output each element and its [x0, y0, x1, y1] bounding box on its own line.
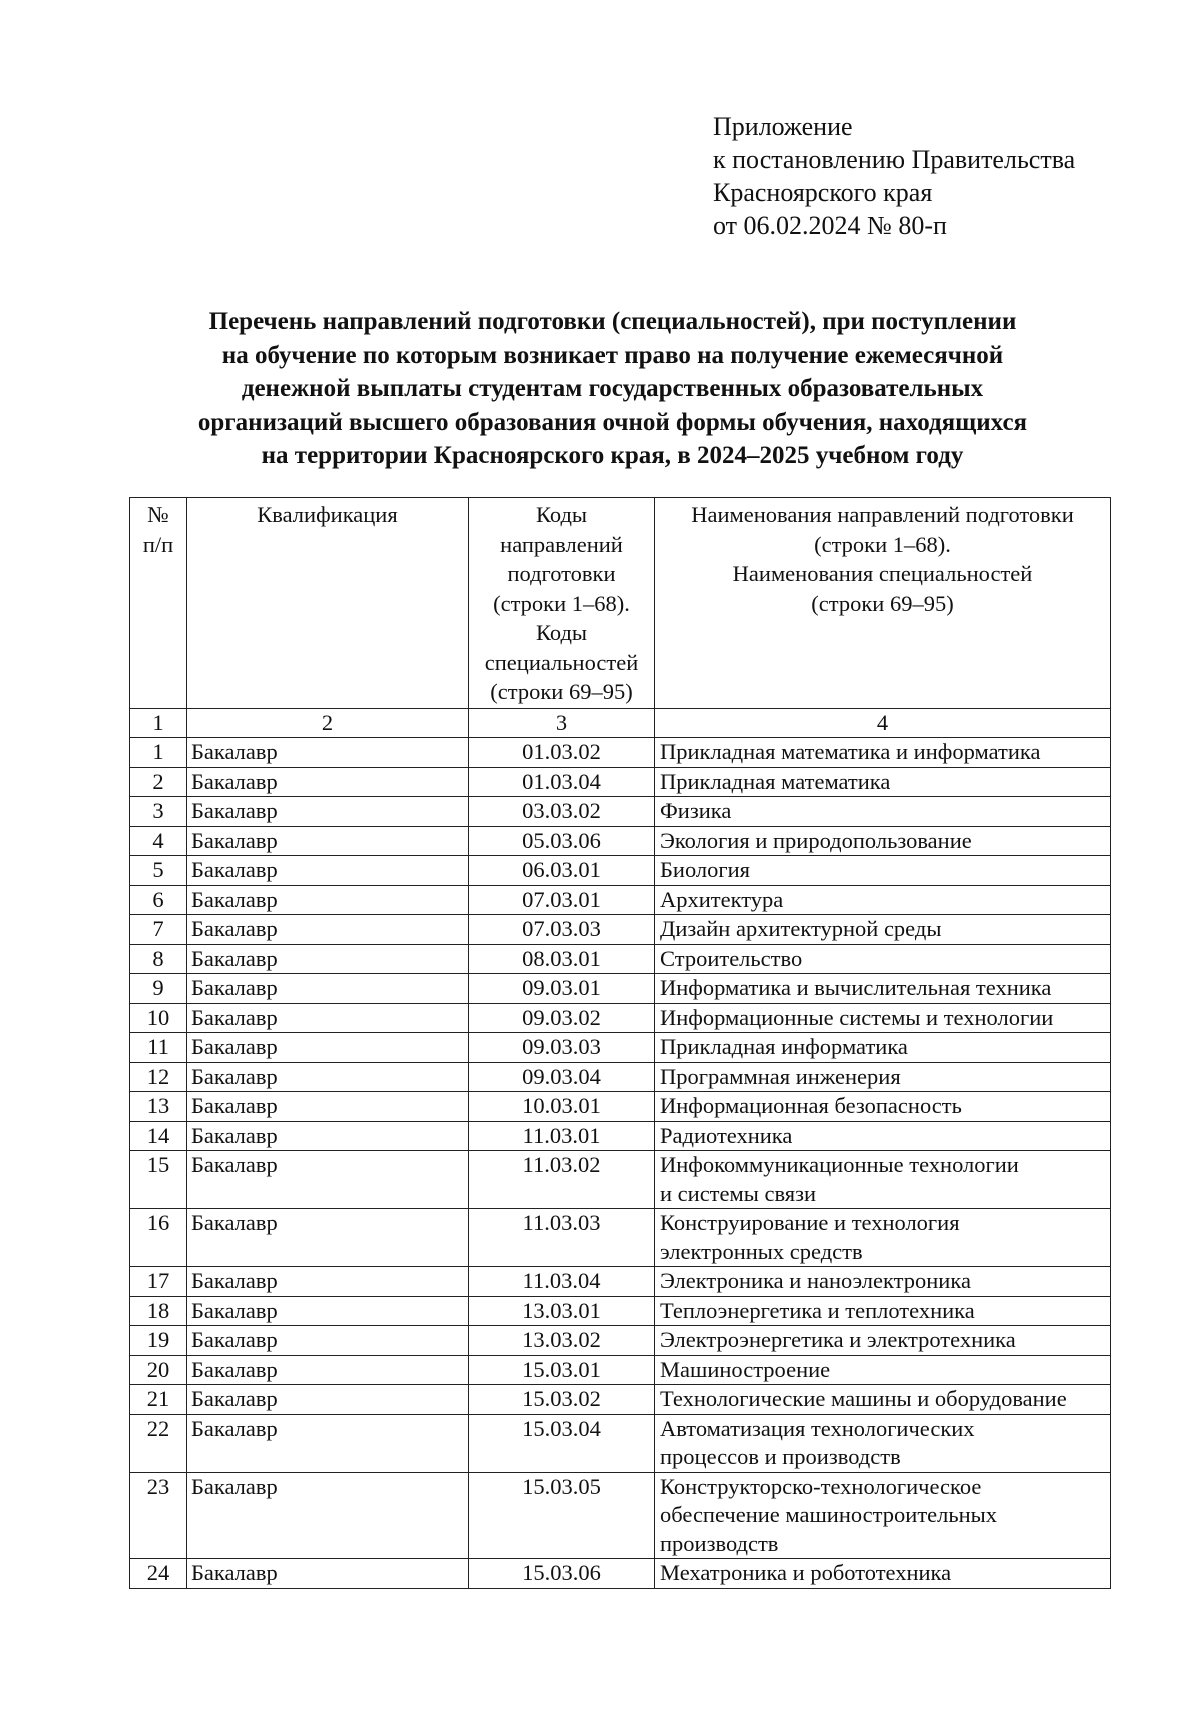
row-name-line: Автоматизация технологических [660, 1415, 975, 1441]
row-name-line: Прикладная информатика [660, 1034, 908, 1059]
row-qualification: Бакалавр [187, 797, 469, 827]
row-qualification: Бакалавр [187, 974, 469, 1004]
row-number: 5 [130, 856, 187, 886]
row-name-line: Технологические машины и оборудование [660, 1386, 1067, 1411]
row-number: 15 [130, 1151, 187, 1209]
row-number: 14 [130, 1121, 187, 1151]
row-qualification: Бакалавр [187, 944, 469, 974]
row-name-line: Биология [660, 857, 751, 882]
table-row [130, 1559, 1111, 1589]
column-number: 4 [655, 708, 1111, 738]
row-qualification: Бакалавр [187, 738, 469, 768]
table-row [130, 944, 1111, 974]
row-name-line: Прикладная математика и информатика [660, 739, 1041, 764]
title-line: на территории Красноярского края, в 2024–2025 учебном году [261, 442, 964, 469]
attachment-line: к постановлению Правительства [713, 145, 1076, 174]
row-name [655, 885, 1111, 915]
row-code: 08.03.01 [469, 944, 655, 974]
header-line: (строки 1–68). [814, 531, 951, 557]
header-codes [469, 498, 655, 709]
row-name [655, 1326, 1111, 1356]
title-line: денежной выплаты студентам государственных образовательных [241, 375, 984, 402]
header-line: (строки 69–95) [490, 679, 633, 704]
row-number: 17 [130, 1267, 187, 1297]
row-qualification: Бакалавр [187, 885, 469, 915]
row-name [655, 1151, 1111, 1209]
row-name-line: Электроэнергетика и электротехника [660, 1327, 1016, 1352]
table-row [130, 1355, 1111, 1385]
row-code: 15.03.02 [469, 1385, 655, 1415]
row-name-line: Программная инженерия [660, 1063, 901, 1089]
row-code: 07.03.03 [469, 915, 655, 945]
table-row [130, 885, 1111, 915]
row-number: 24 [130, 1559, 187, 1589]
header-qualification [187, 498, 469, 709]
programs-table [129, 497, 1111, 1589]
row-code: 11.03.03 [469, 1209, 655, 1267]
title-line: организаций высшего образования очной формы обучения, находящихся [197, 408, 1028, 436]
row-name [655, 1385, 1111, 1415]
row-code: 05.03.06 [469, 826, 655, 856]
row-number: 6 [130, 885, 187, 915]
table-row [130, 1033, 1111, 1063]
row-name-line: и системы связи [660, 1180, 817, 1206]
row-qualification: Бакалавр [187, 1414, 469, 1472]
row-name-line: Дизайн архитектурной среды [660, 916, 942, 941]
row-code: 10.03.01 [469, 1092, 655, 1122]
table-row [130, 1003, 1111, 1033]
row-qualification: Бакалавр [187, 856, 469, 886]
row-name-line: Экология и природопользование [660, 827, 972, 853]
table-row [130, 1472, 1111, 1559]
row-name [655, 1121, 1111, 1151]
table-row [130, 1092, 1111, 1122]
row-name [655, 1092, 1111, 1122]
row-name [655, 1296, 1111, 1326]
row-number: 10 [130, 1003, 187, 1033]
row-name-line: электронных средств [660, 1238, 863, 1264]
row-name [655, 1209, 1111, 1267]
row-code: 15.03.04 [469, 1414, 655, 1472]
row-name [655, 767, 1111, 797]
row-name [655, 826, 1111, 856]
row-name-line: Информационные системы и технологии [660, 1004, 1054, 1030]
row-number: 4 [130, 826, 187, 856]
row-qualification: Бакалавр [187, 826, 469, 856]
row-code: 11.03.02 [469, 1151, 655, 1209]
row-number: 11 [130, 1033, 187, 1063]
row-name [655, 1062, 1111, 1092]
row-number: 19 [130, 1326, 187, 1356]
table-row [130, 1151, 1111, 1209]
row-qualification: Бакалавр [187, 1062, 469, 1092]
row-qualification: Бакалавр [187, 1296, 469, 1326]
row-number: 9 [130, 974, 187, 1004]
row-name [655, 915, 1111, 945]
row-name [655, 1267, 1111, 1297]
row-number: 16 [130, 1209, 187, 1267]
attachment-note [713, 110, 1075, 242]
header-line: (строки 69–95) [811, 590, 954, 616]
table-row [130, 856, 1111, 886]
table-row [130, 974, 1111, 1004]
row-qualification: Бакалавр [187, 1209, 469, 1267]
row-number: 7 [130, 915, 187, 945]
row-code: 15.03.05 [469, 1472, 655, 1559]
row-code: 15.03.06 [469, 1559, 655, 1589]
row-name-line: производств [660, 1530, 779, 1556]
row-name-line: Архитектура [660, 886, 784, 912]
header-line: № [147, 502, 169, 527]
column-number: 1 [130, 708, 187, 738]
title-line: на обучение по которым возникает право на получение ежемесячной [221, 341, 1004, 369]
row-number: 3 [130, 797, 187, 827]
table-row [130, 1209, 1111, 1267]
row-name-line: обеспечение машиностроительных [660, 1502, 998, 1527]
row-number: 8 [130, 944, 187, 974]
header-line: Квалификация [257, 502, 398, 527]
row-name [655, 738, 1111, 768]
row-number: 22 [130, 1414, 187, 1472]
header-line: п/п [142, 531, 174, 557]
row-code: 06.03.01 [469, 856, 655, 886]
row-name [655, 1003, 1111, 1033]
row-number: 13 [130, 1092, 187, 1122]
row-qualification: Бакалавр [187, 1559, 469, 1589]
row-number: 2 [130, 767, 187, 797]
row-code: 11.03.01 [469, 1121, 655, 1151]
row-name [655, 1355, 1111, 1385]
attachment-line: Приложение [713, 112, 853, 141]
header-line: специальностей [484, 649, 639, 675]
row-code: 13.03.02 [469, 1326, 655, 1356]
row-name [655, 1559, 1111, 1589]
column-number-row [130, 708, 1111, 738]
row-number: 12 [130, 1062, 187, 1092]
row-code: 09.03.04 [469, 1062, 655, 1092]
row-qualification: Бакалавр [187, 1355, 469, 1385]
table-row [130, 1267, 1111, 1297]
row-number: 18 [130, 1296, 187, 1326]
header-line: направлений [500, 531, 623, 557]
row-qualification: Бакалавр [187, 1033, 469, 1063]
row-name [655, 856, 1111, 886]
row-qualification: Бакалавр [187, 915, 469, 945]
row-qualification: Бакалавр [187, 1472, 469, 1559]
row-name [655, 1033, 1111, 1063]
row-name [655, 1472, 1111, 1559]
header-line: Коды [535, 502, 588, 527]
row-qualification: Бакалавр [187, 1092, 469, 1122]
row-number: 1 [130, 738, 187, 768]
column-number: 2 [187, 708, 469, 738]
row-qualification: Бакалавр [187, 1151, 469, 1209]
row-code: 07.03.01 [469, 885, 655, 915]
header-line: Наименования специальностей [732, 561, 1033, 586]
document-title [130, 305, 1095, 473]
header-number [130, 498, 187, 709]
row-name-line: Конструкторско-технологическое [660, 1473, 982, 1499]
attachment-line: от 06.02.2024 № 80-п [713, 211, 947, 240]
row-name-line: Теплоэнергетика и теплотехника [660, 1297, 975, 1323]
header-line: Коды [535, 620, 588, 645]
row-number: 21 [130, 1385, 187, 1415]
attachment-line: Красноярского края [713, 178, 933, 207]
row-code: 01.03.04 [469, 767, 655, 797]
row-name-line: Физика [660, 798, 732, 823]
row-name-line: процессов и производств [660, 1444, 901, 1469]
row-name [655, 1414, 1111, 1472]
row-name [655, 974, 1111, 1004]
table-row [130, 826, 1111, 856]
row-number: 23 [130, 1472, 187, 1559]
row-name-line: Информационная безопасность [660, 1093, 962, 1118]
row-name-line: Мехатроника и робототехника [660, 1560, 952, 1585]
row-code: 15.03.01 [469, 1355, 655, 1385]
table-row [130, 1062, 1111, 1092]
table-row [130, 738, 1111, 768]
row-qualification: Бакалавр [187, 767, 469, 797]
column-number: 3 [469, 708, 655, 738]
row-qualification: Бакалавр [187, 1326, 469, 1356]
table-row [130, 1385, 1111, 1415]
row-name-line: Прикладная математика [660, 768, 891, 794]
row-code: 09.03.02 [469, 1003, 655, 1033]
row-name-line: Машиностроение [660, 1356, 831, 1382]
table-row [130, 767, 1111, 797]
row-code: 03.03.02 [469, 797, 655, 827]
row-name [655, 797, 1111, 827]
row-name-line: Строительство [660, 945, 803, 971]
row-name-line: Инфокоммуникационные технологии [660, 1152, 1019, 1177]
table-header-row [130, 498, 1111, 709]
row-code: 13.03.01 [469, 1296, 655, 1326]
header-line: (строки 1–68). [493, 590, 630, 616]
table-row [130, 1296, 1111, 1326]
row-name-line: Информатика и вычислительная техника [660, 975, 1052, 1000]
table-row [130, 1121, 1111, 1151]
row-qualification: Бакалавр [187, 1121, 469, 1151]
header-line: подготовки [507, 561, 616, 586]
row-code: 09.03.03 [469, 1033, 655, 1063]
title-line: Перечень направлений подготовки (специальностей), при поступлении [208, 308, 1017, 335]
table-row [130, 1414, 1111, 1472]
row-code: 09.03.01 [469, 974, 655, 1004]
row-name-line: Радиотехника [660, 1122, 793, 1148]
table-row [130, 797, 1111, 827]
header-names [655, 498, 1111, 709]
row-qualification: Бакалавр [187, 1267, 469, 1297]
header-line: Наименования направлений подготовки [691, 502, 1074, 527]
row-qualification: Бакалавр [187, 1003, 469, 1033]
row-qualification: Бакалавр [187, 1385, 469, 1415]
table-row [130, 915, 1111, 945]
row-name-line: Электроника и наноэлектроника [660, 1268, 971, 1293]
row-name-line: Конструирование и технология [660, 1210, 960, 1235]
table-row [130, 1326, 1111, 1356]
row-name [655, 944, 1111, 974]
row-code: 01.03.02 [469, 738, 655, 768]
row-code: 11.03.04 [469, 1267, 655, 1297]
row-number: 20 [130, 1355, 187, 1385]
